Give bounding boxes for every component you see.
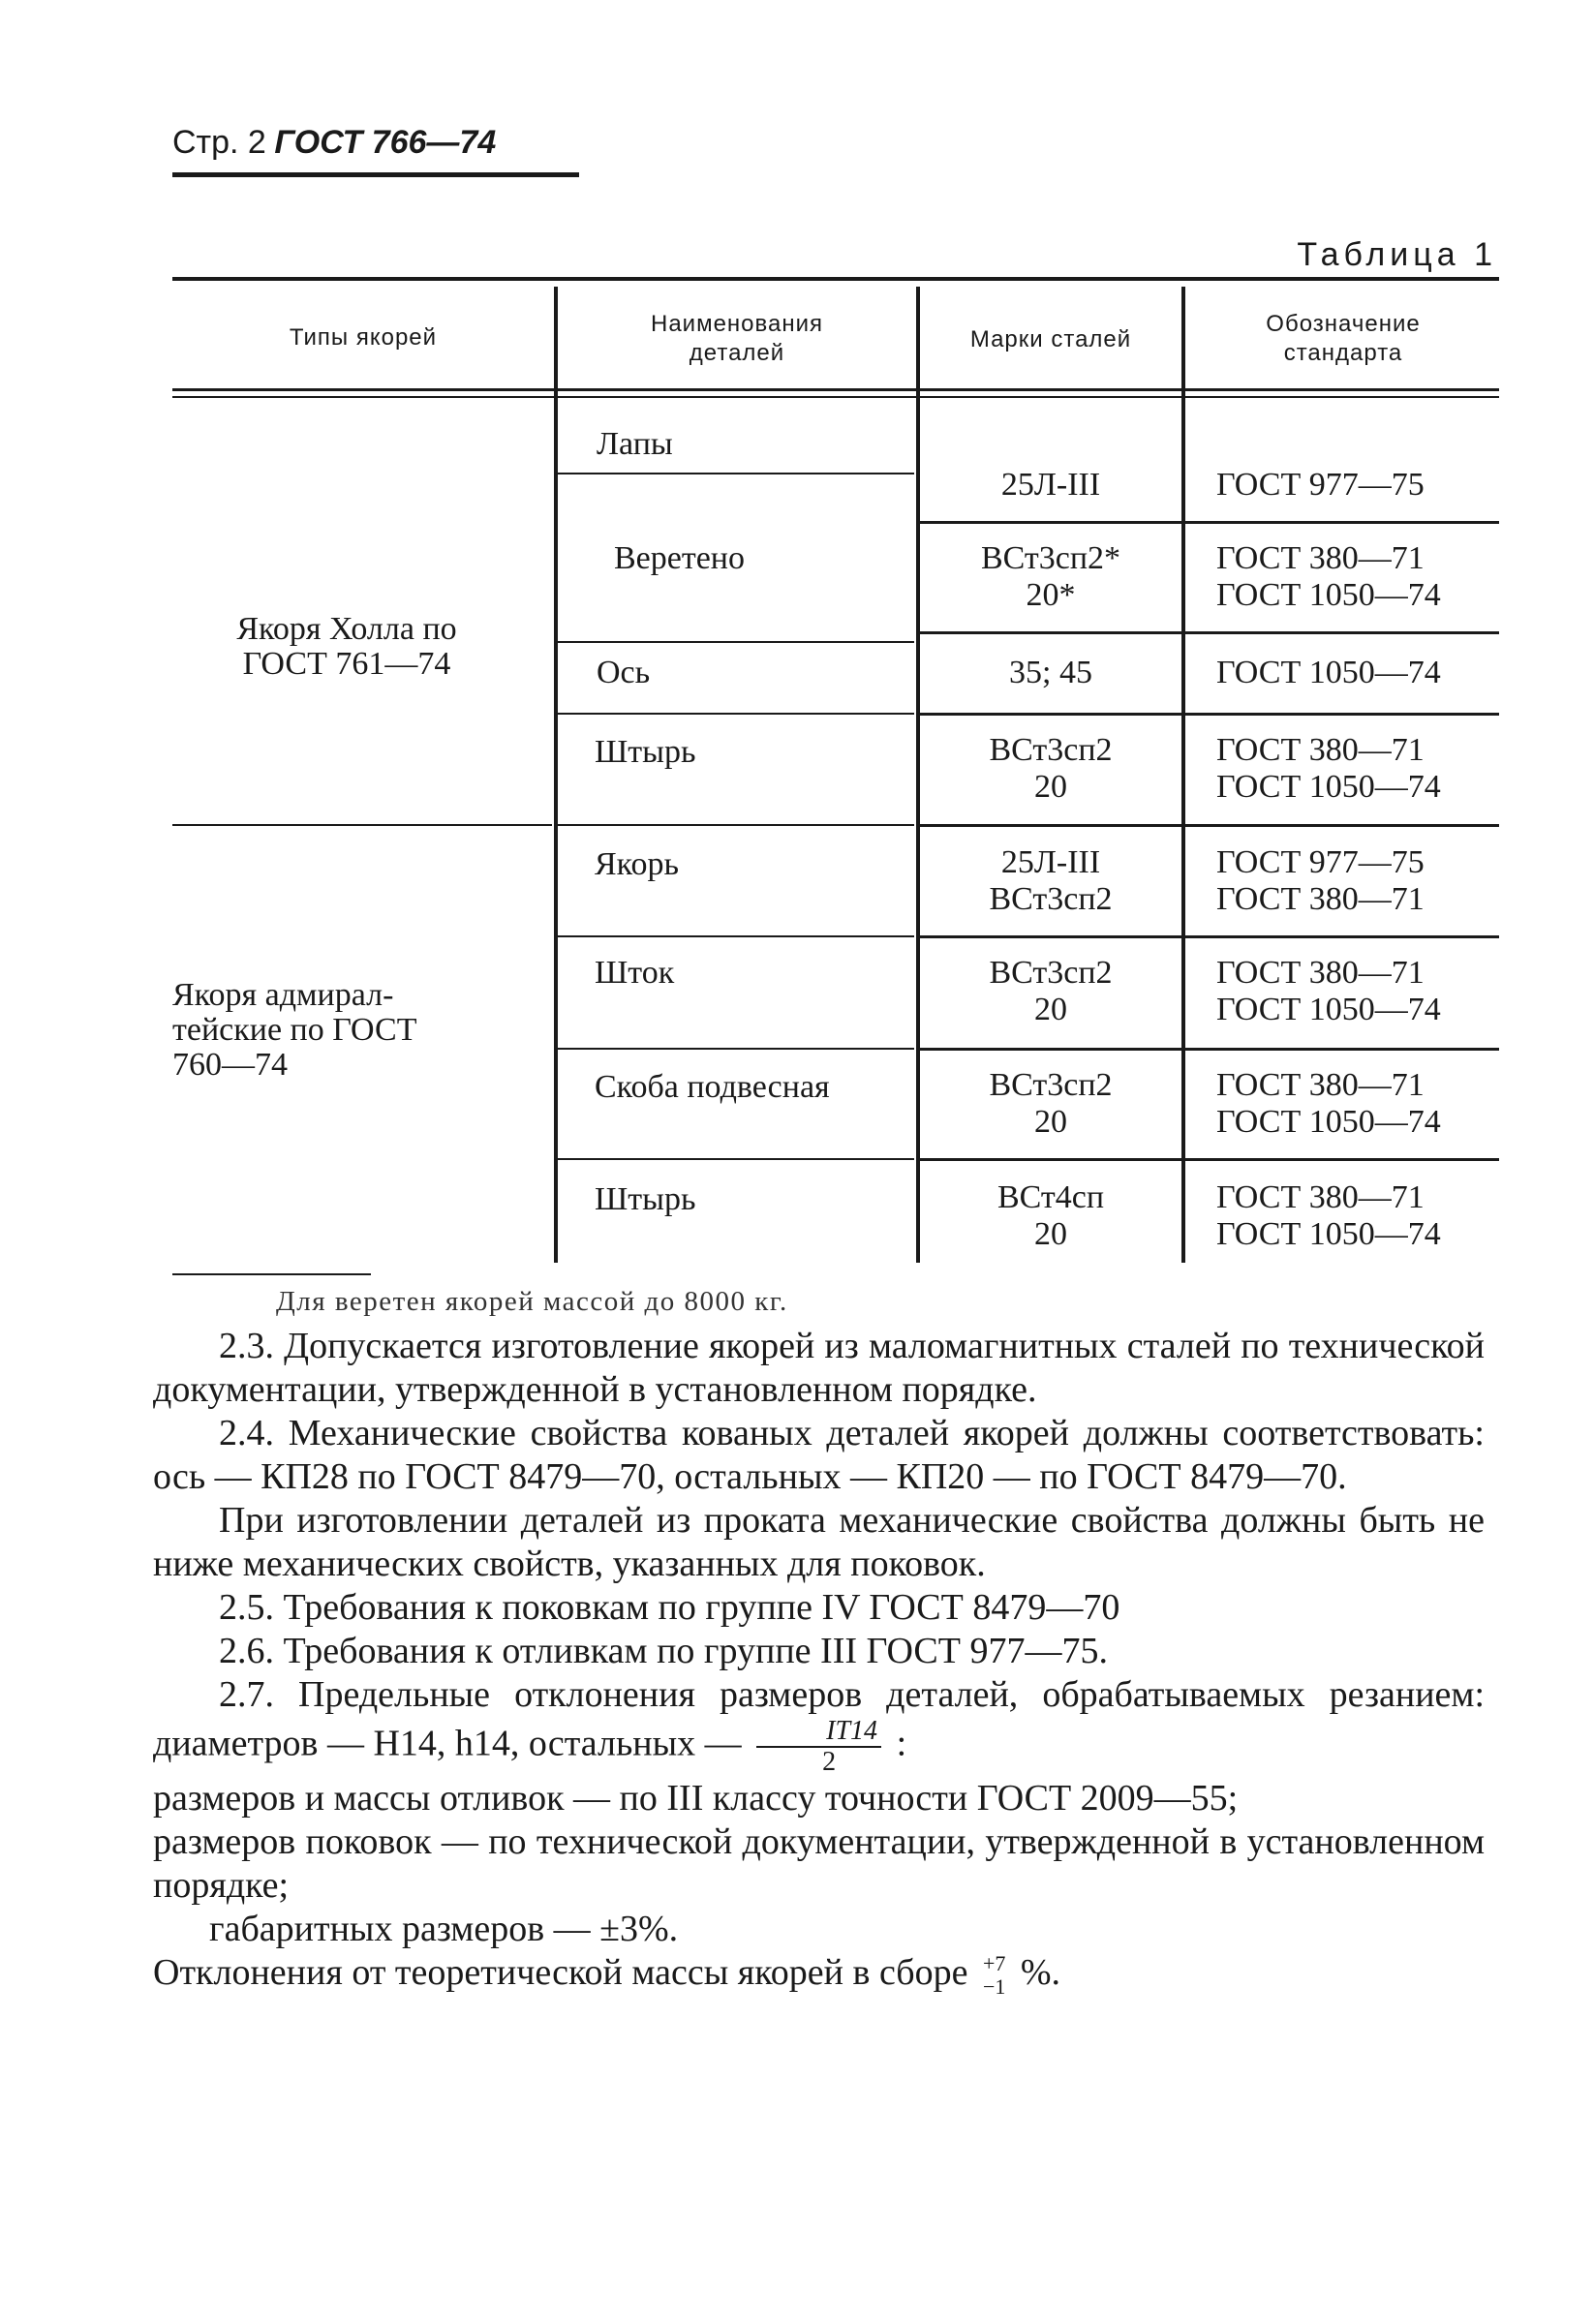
standard-ref — [1216, 467, 1425, 504]
steel-grade — [920, 955, 1181, 1028]
mass-tolerance — [983, 1952, 1005, 1999]
steel-grade-line: 25Л-III — [1000, 844, 1101, 880]
steel-grade — [920, 655, 1181, 691]
table-top-rule — [172, 277, 1499, 281]
standard-ref-line: ГОСТ 380—71 — [1216, 1067, 1425, 1103]
steel-grade-line: 20 — [1034, 1104, 1067, 1140]
standard-ref-line: ГОСТ 380—71 — [1216, 1179, 1425, 1215]
part-name: Ось — [597, 655, 651, 690]
steel-grade-line: 20 — [1034, 769, 1067, 805]
part-name: Шток — [595, 955, 675, 991]
anchor-type-line: Якоря Холла по — [236, 611, 457, 647]
steel-grade-line: ВСт3сп2 — [989, 881, 1113, 917]
standard-ref — [1216, 955, 1441, 1028]
paragraph-2-4: 2.4. Механические свойства кованых деталей якорей должны соответствовать: ось — КП28 по ГОСТ 8479—70, остальных — КП20 — по ГОСТ 8479—70. — [153, 1413, 1485, 1497]
paragraph-mass-deviation — [153, 1951, 1485, 1999]
standard-ref-line: ГОСТ 1050—74 — [1216, 1104, 1441, 1140]
steel-grade-line: ВСт3сп2 — [989, 1067, 1113, 1103]
steel-grade-line: 35; 45 — [1009, 655, 1092, 690]
header-rule — [172, 172, 579, 177]
column-header-type — [174, 323, 552, 352]
part-divider — [558, 713, 914, 715]
column-header-type-label: Типы якорей — [289, 324, 438, 351]
standard-ref — [1216, 732, 1441, 806]
steel-grade-line: 20 — [1034, 1216, 1067, 1252]
row-divider — [920, 631, 1499, 634]
footnote-rule — [172, 1273, 371, 1275]
column-header-part-line2: деталей — [689, 340, 785, 366]
column-header-standard — [1187, 310, 1499, 368]
column-header-standard-line1: Обозначение — [1266, 311, 1421, 337]
row-divider — [920, 824, 1499, 827]
tolerance-fraction — [756, 1717, 881, 1777]
fraction-numerator: IT14 — [756, 1717, 881, 1748]
table-footnote: Для веретен якорей массой до 8000 кг. — [276, 1286, 788, 1317]
paragraph-2-7 — [153, 1673, 1485, 1777]
header-bottom-rule — [172, 388, 1499, 391]
steel-grade — [920, 844, 1181, 918]
part-name: Веретено — [614, 540, 746, 576]
mass-deviation-text: Отклонения от теоретической массы якорей в сборе — [153, 1952, 968, 1993]
part-name: Штырь — [595, 734, 696, 770]
part-divider — [558, 824, 914, 826]
steel-grade-line: 20 — [1034, 992, 1067, 1027]
anchor-type-hall — [172, 612, 521, 682]
part-divider — [558, 1048, 914, 1050]
part-divider — [558, 935, 914, 937]
steel-grade-line: 25Л-III — [1000, 467, 1101, 503]
row-divider — [920, 1158, 1499, 1161]
tolerance-upper: +7 — [982, 1951, 1006, 1976]
paragraph-2-3: 2.3. Допускается изготовление якорей из маломагнитных сталей по технической документации, утвержденной в установленном порядке. — [153, 1326, 1485, 1410]
steel-grade-line: ВСт4сп — [996, 1179, 1105, 1215]
standard-ref-line: ГОСТ 1050—74 — [1216, 769, 1441, 805]
steel-grade-line: ВСт3сп2 — [989, 955, 1113, 991]
standard-ref-line: ГОСТ 977—75 — [1216, 467, 1425, 503]
body-text — [153, 1325, 1485, 1999]
standard-ref-line: ГОСТ 1050—74 — [1216, 655, 1441, 690]
column-header-steel-label: Марки сталей — [969, 326, 1132, 352]
anchor-type-line: 760—74 — [172, 1047, 288, 1083]
standard-ref — [1216, 655, 1441, 691]
steel-grade — [920, 1179, 1181, 1253]
anchor-type-line: тейские по ГОСТ — [172, 1012, 417, 1048]
column-divider — [554, 287, 558, 1263]
anchor-type-admiralty — [172, 978, 521, 1083]
steel-grade-line: ВСт3сп2* — [980, 540, 1121, 576]
column-divider — [1181, 287, 1185, 1263]
fraction-denominator: 2 — [822, 1747, 837, 1777]
row-divider — [920, 935, 1499, 938]
standard-ref — [1216, 540, 1441, 614]
standard-ref-line: ГОСТ 380—71 — [1216, 881, 1425, 917]
part-name: Лапы — [597, 426, 673, 462]
paragraph-castings: размеров и массы отливок — по III классу точности ГОСТ 2009—55; — [153, 1778, 1239, 1819]
paragraph-2-7-text: 2.7. Предельные отклонения размеров деталей, обрабатываемых резанием: диаметров — H14, h14, остальных — — [153, 1674, 1485, 1764]
row-divider — [920, 1048, 1499, 1051]
part-divider — [558, 1158, 914, 1160]
mass-deviation-unit: %. — [1020, 1952, 1061, 1993]
column-header-standard-line2: стандарта — [1283, 340, 1403, 366]
standard-ref — [1216, 1067, 1441, 1141]
standard-ref — [1216, 844, 1425, 918]
standard-ref — [1216, 1179, 1441, 1253]
standard-ref-line: ГОСТ 380—71 — [1216, 540, 1425, 576]
column-header-steel — [922, 325, 1180, 354]
standard-ref-line: ГОСТ 380—71 — [1216, 955, 1425, 991]
part-name: Якорь — [595, 846, 679, 882]
page-number: Стр. 2 — [172, 124, 266, 161]
paragraph-overall-dimensions: габаритных размеров — ±3%. — [209, 1909, 679, 1949]
paragraph-2-6: 2.6. Требования к отливкам по группе III ГОСТ 977—75. — [219, 1631, 1108, 1671]
part-name: Скоба подвесная — [595, 1069, 830, 1105]
standard-ref-line: ГОСТ 977—75 — [1216, 844, 1425, 880]
page-header — [172, 124, 496, 162]
standard-ref-line: ГОСТ 1050—74 — [1216, 577, 1441, 613]
anchor-type-line: Якоря адмирал- — [172, 977, 394, 1013]
standard-ref-line: ГОСТ 380—71 — [1216, 732, 1425, 768]
paragraph-2-4-rolled: При изготовлении деталей из проката механические свойства должны быть не ниже механических свойств, указанных для поковок. — [153, 1500, 1485, 1584]
row-divider — [920, 713, 1499, 716]
group-divider — [172, 824, 552, 826]
steel-grade — [920, 732, 1181, 806]
steel-grade-line: ВСт3сп2 — [989, 732, 1113, 768]
paragraph-2-7-colon: : — [896, 1723, 907, 1764]
part-divider — [558, 473, 914, 474]
row-divider — [920, 521, 1499, 524]
column-header-part — [560, 310, 914, 368]
standard-ref-line: ГОСТ 1050—74 — [1216, 1216, 1441, 1252]
table-caption: Таблица 1 — [1297, 236, 1497, 273]
tolerance-lower: −1 — [982, 1974, 1006, 2000]
steel-grade — [920, 540, 1181, 614]
header-bottom-rule-2 — [172, 396, 1499, 398]
paragraph-2-5: 2.5. Требования к поковкам по группе IV ГОСТ 8479—70 — [219, 1587, 1120, 1628]
anchor-type-line: ГОСТ 761—74 — [242, 646, 451, 682]
column-header-part-line1: Наименования — [650, 311, 824, 337]
steel-grade-line: 20* — [1026, 577, 1076, 613]
standard-ref-line: ГОСТ 1050—74 — [1216, 992, 1441, 1027]
part-name: Штырь — [595, 1181, 696, 1217]
steel-grade — [920, 467, 1181, 504]
part-divider — [558, 641, 914, 643]
paragraph-forgings: размеров поковок — по технической документации, утвержденной в установленном порядке; — [153, 1821, 1485, 1906]
steel-grade — [920, 1067, 1181, 1141]
standard-number: ГОСТ 766—74 — [274, 124, 497, 161]
